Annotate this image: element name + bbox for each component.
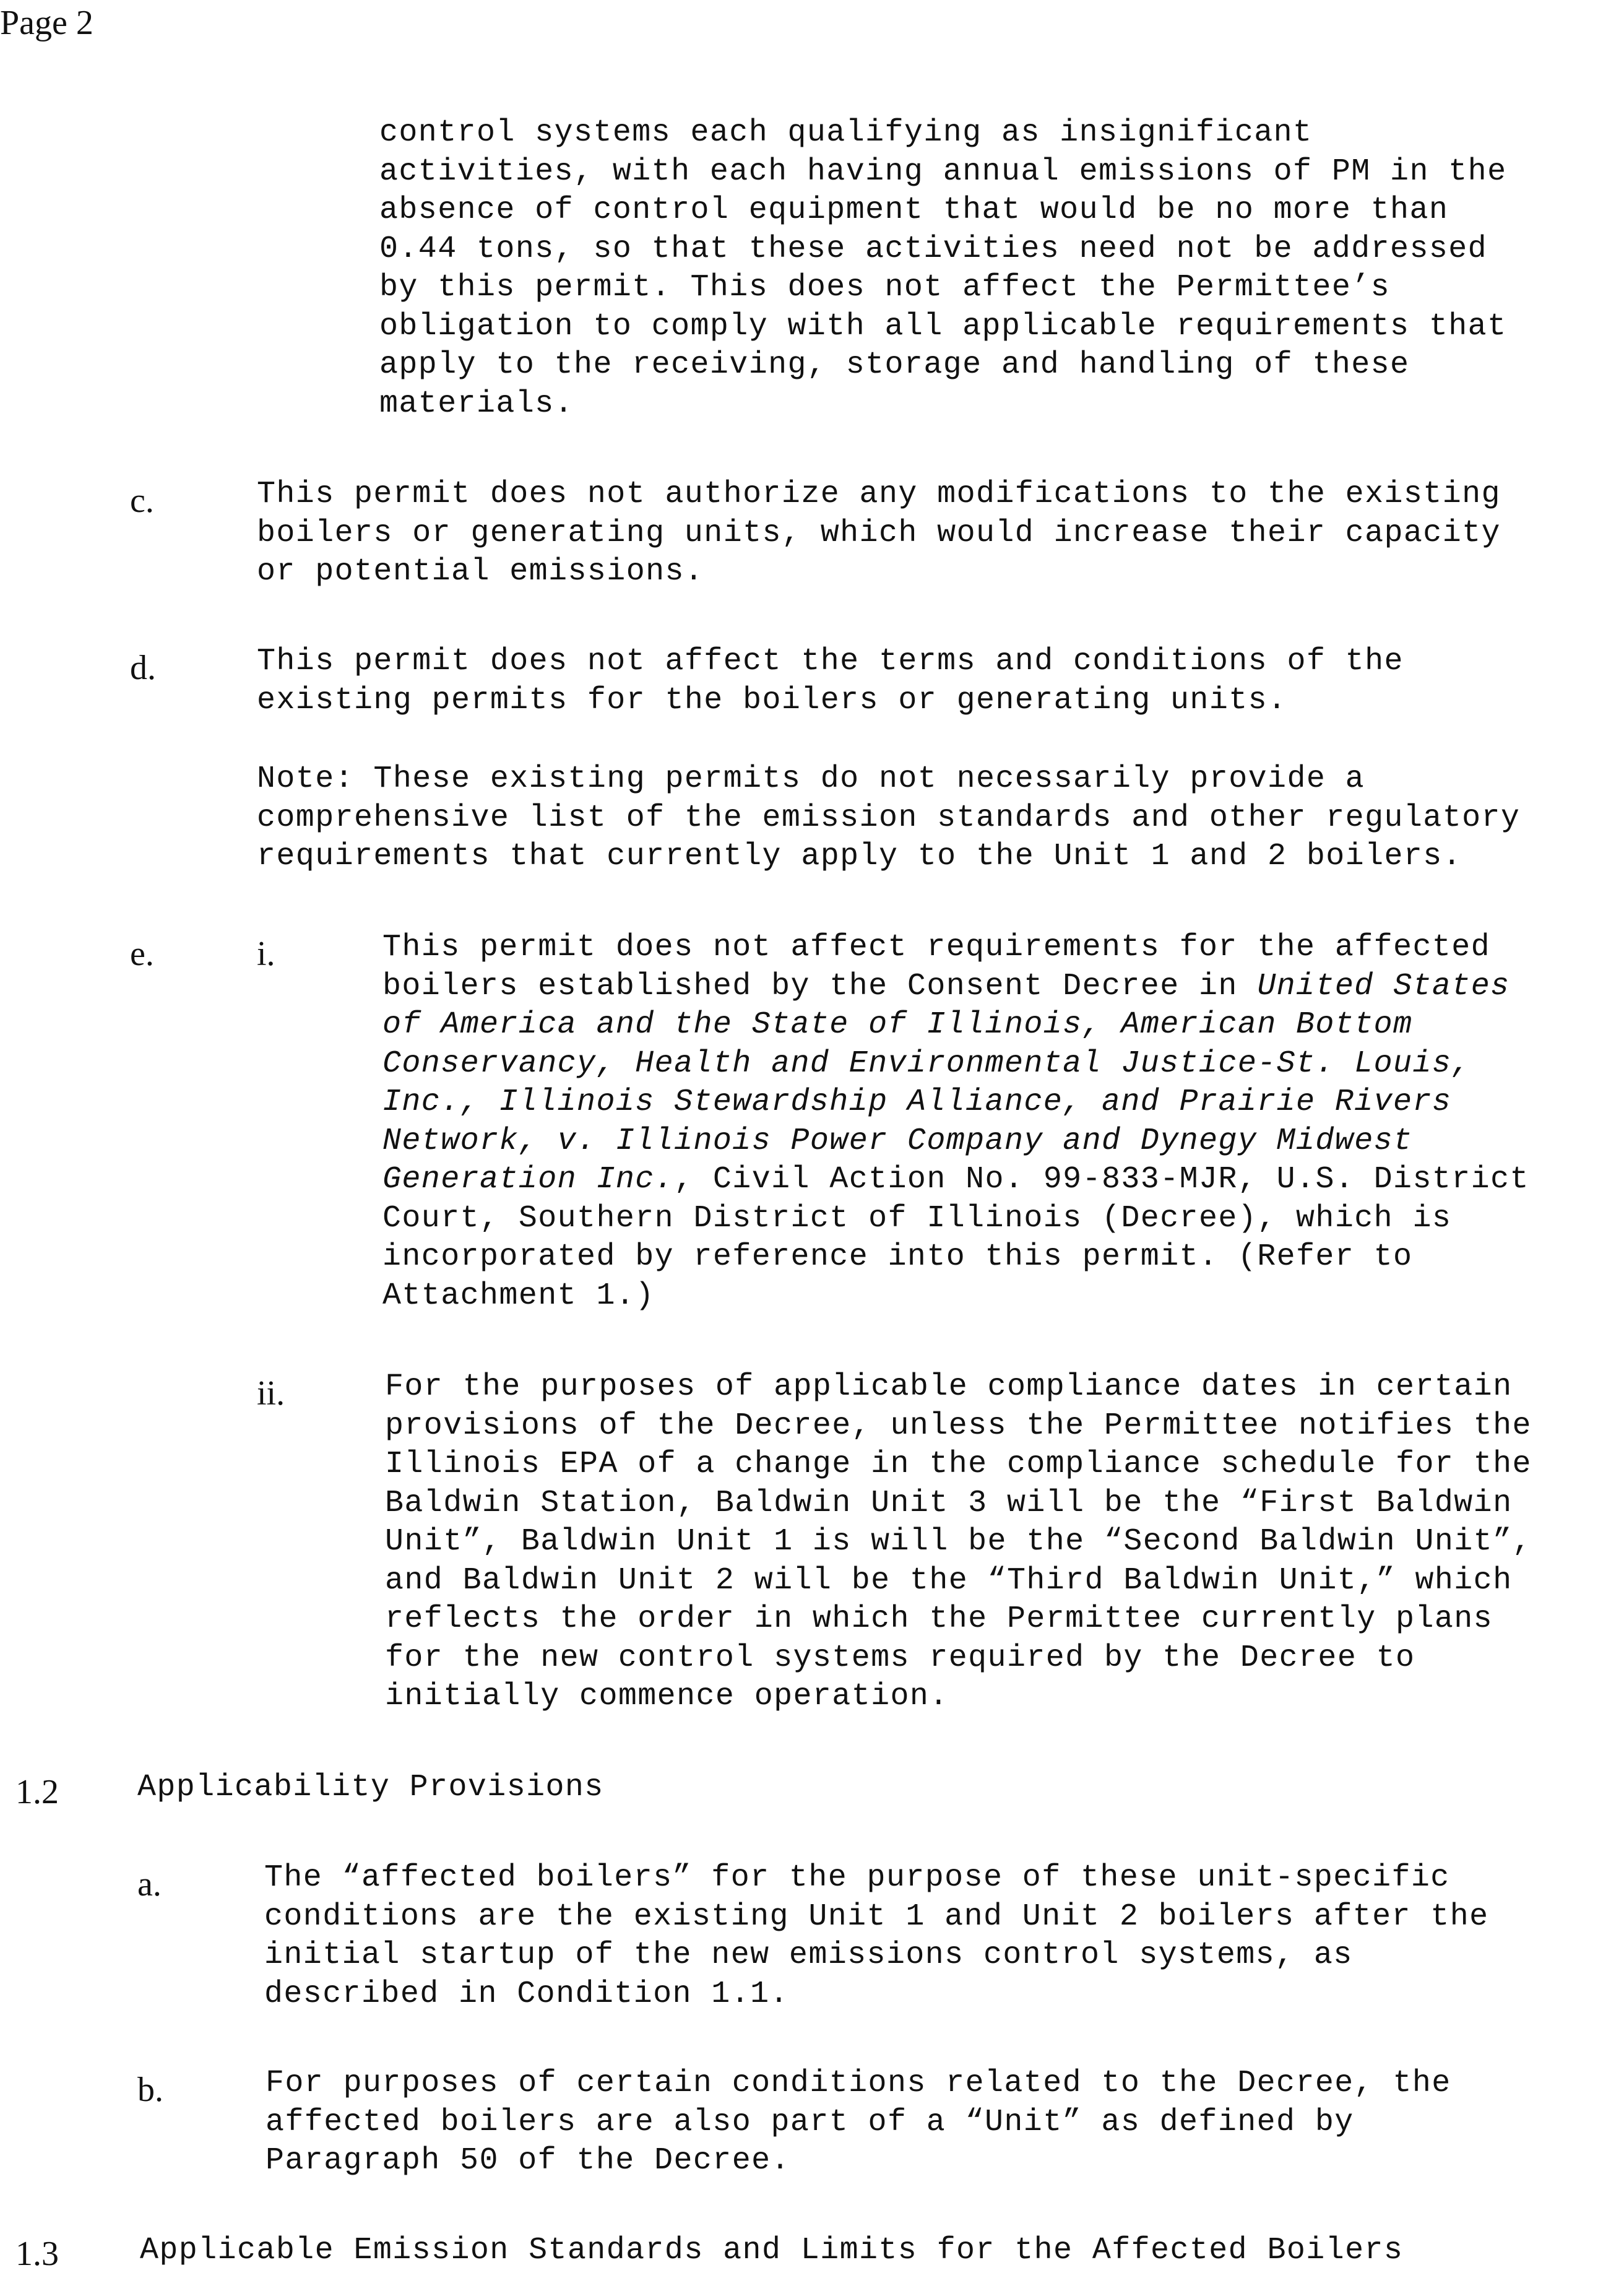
item-1-2-a-text <box>264 1859 1489 2014</box>
item-1-2-a-line: initial startup of the new emissions control systems, as <box>264 1938 1353 1973</box>
item-c-line: This permit does not authorize any modifications to the existing <box>257 477 1501 512</box>
item-e-i-line: This permit does not affect requirements for the affected <box>382 930 1491 965</box>
case-name-italic: Network, v. Illinois Power Company and Dynegy Midwest <box>382 1123 1413 1159</box>
item-e-ii-text <box>385 1368 1532 1717</box>
item-e-i-line <box>382 1083 1529 1122</box>
item-e-ii-line: Baldwin Station, Baldwin Unit 3 will be the “First Baldwin <box>385 1485 1513 1521</box>
item-e-ii-line: provisions of the Decree, unless the Permittee notifies the <box>385 1408 1532 1444</box>
item-e-i-line <box>382 968 1529 1007</box>
case-name-italic: United States <box>1257 968 1510 1004</box>
item-e-ii-line: Illinois EPA of a change in the compliance schedule for the <box>385 1447 1532 1482</box>
paragraph-line: apply to the receiving, storage and handling of these <box>379 347 1410 383</box>
item-1-2-b-line: Paragraph 50 of the Decree. <box>266 2143 790 2178</box>
item-1-2-a-line: conditions are the existing Unit 1 and Unit 2 boilers after the <box>264 1899 1489 1934</box>
item-e-ii-line: For the purposes of applicable compliance dates in certain <box>385 1369 1513 1405</box>
item-1-2-a-line: The “affected boilers” for the purpose of these unit-specific <box>264 1860 1450 1895</box>
paragraph-line: materials. <box>379 386 574 422</box>
paragraph-line: by this permit. This does not affect the Permittee’s <box>379 270 1391 305</box>
note-line: Note: These existing permits do not necessarily provide a <box>257 761 1365 797</box>
section-1-2-number: 1.2 <box>15 1773 59 1811</box>
item-1-2-b-label: b. <box>137 2071 163 2109</box>
item-e-ii-line: reflects the order in which the Permittee currently plans <box>385 1601 1493 1637</box>
item-1-2-a-line: described in Condition 1.1. <box>264 1976 789 2012</box>
paragraph-line: absence of control equipment that would be no more than <box>379 193 1449 228</box>
item-c-line: or potential emissions. <box>257 554 704 589</box>
page-header: Page 2 <box>0 4 93 42</box>
top-paragraph <box>379 114 1506 423</box>
item-e-label: e. <box>130 935 154 973</box>
item-1-2-a-label: a. <box>137 1865 162 1903</box>
item-d-text <box>257 643 1404 720</box>
item-d-note <box>257 760 1520 877</box>
item-e-i-text <box>382 929 1529 1315</box>
case-name-italic: Generation Inc. <box>382 1162 675 1197</box>
item-e-i-line <box>382 1161 1529 1200</box>
item-e-i-line: Attachment 1.) <box>382 1278 655 1314</box>
item-1-2-b-text <box>266 2064 1451 2181</box>
case-name-italic: of America and the State of Illinois, American Bottom <box>382 1007 1413 1042</box>
note-line: requirements that currently apply to the Unit 1 and 2 boilers. <box>257 839 1462 874</box>
item-c-line: boilers or generating units, which would increase their capacity <box>257 515 1501 551</box>
item-e-ii-label: ii. <box>257 1374 285 1413</box>
note-line: comprehensive list of the emission standards and other regulatory <box>257 800 1521 836</box>
item-e-i-line <box>382 1122 1529 1161</box>
item-d-label: d. <box>130 649 156 687</box>
item-c-label: c. <box>130 482 154 520</box>
paragraph-line: 0.44 tons, so that these activities need not be addressed <box>379 231 1488 267</box>
case-name-italic: Inc., Illinois Stewardship Alliance, and Prairie Rivers <box>382 1085 1452 1120</box>
item-e-i-line <box>382 1006 1529 1045</box>
paragraph-line: control systems each qualifying as insignificant <box>379 115 1313 150</box>
paragraph-line: obligation to comply with all applicable requirements that <box>379 308 1507 344</box>
item-e-i-line <box>382 1045 1529 1084</box>
item-e-ii-line: and Baldwin Unit 2 will be the “Third Baldwin Unit,” which <box>385 1562 1513 1598</box>
case-name-italic: Conservancy, Health and Environmental Justice-St. Louis, <box>382 1046 1471 1081</box>
item-e-ii-line: for the new control systems required by the Decree to <box>385 1640 1415 1676</box>
item-e-i-line: incorporated by reference into this permit. (Refer to <box>382 1239 1413 1275</box>
section-1-3-number: 1.3 <box>15 2235 59 2273</box>
item-e-i-line-part: , Civil Action No. 99-833-MJR, U.S. District <box>674 1162 1529 1197</box>
item-e-i-line-part: boilers established by the Consent Decree in <box>382 968 1258 1004</box>
paragraph-line: activities, with each having annual emissions of PM in the <box>379 154 1507 189</box>
item-e-ii-line: initially commence operation. <box>385 1679 949 1714</box>
item-e-ii-line: Unit”, Baldwin Unit 1 is will be the “Second Baldwin Unit”, <box>385 1524 1532 1559</box>
item-d-line: This permit does not affect the terms and conditions of the <box>257 644 1404 679</box>
item-c-text <box>257 475 1501 592</box>
section-1-2-title: Applicability Provisions <box>137 1770 604 1805</box>
item-e-i-label: i. <box>257 935 275 973</box>
item-1-2-b-line: For purposes of certain conditions related to the Decree, the <box>266 2066 1451 2101</box>
item-1-2-b-line: affected boilers are also part of a “Unit” as defined by <box>266 2104 1354 2140</box>
item-e-i-line: Court, Southern District of Illinois (Decree), which is <box>382 1200 1452 1236</box>
section-1-3-title: Applicable Emission Standards and Limits for the Affected Boilers <box>140 2233 1404 2268</box>
item-d-line: existing permits for the boilers or generating units. <box>257 682 1287 718</box>
